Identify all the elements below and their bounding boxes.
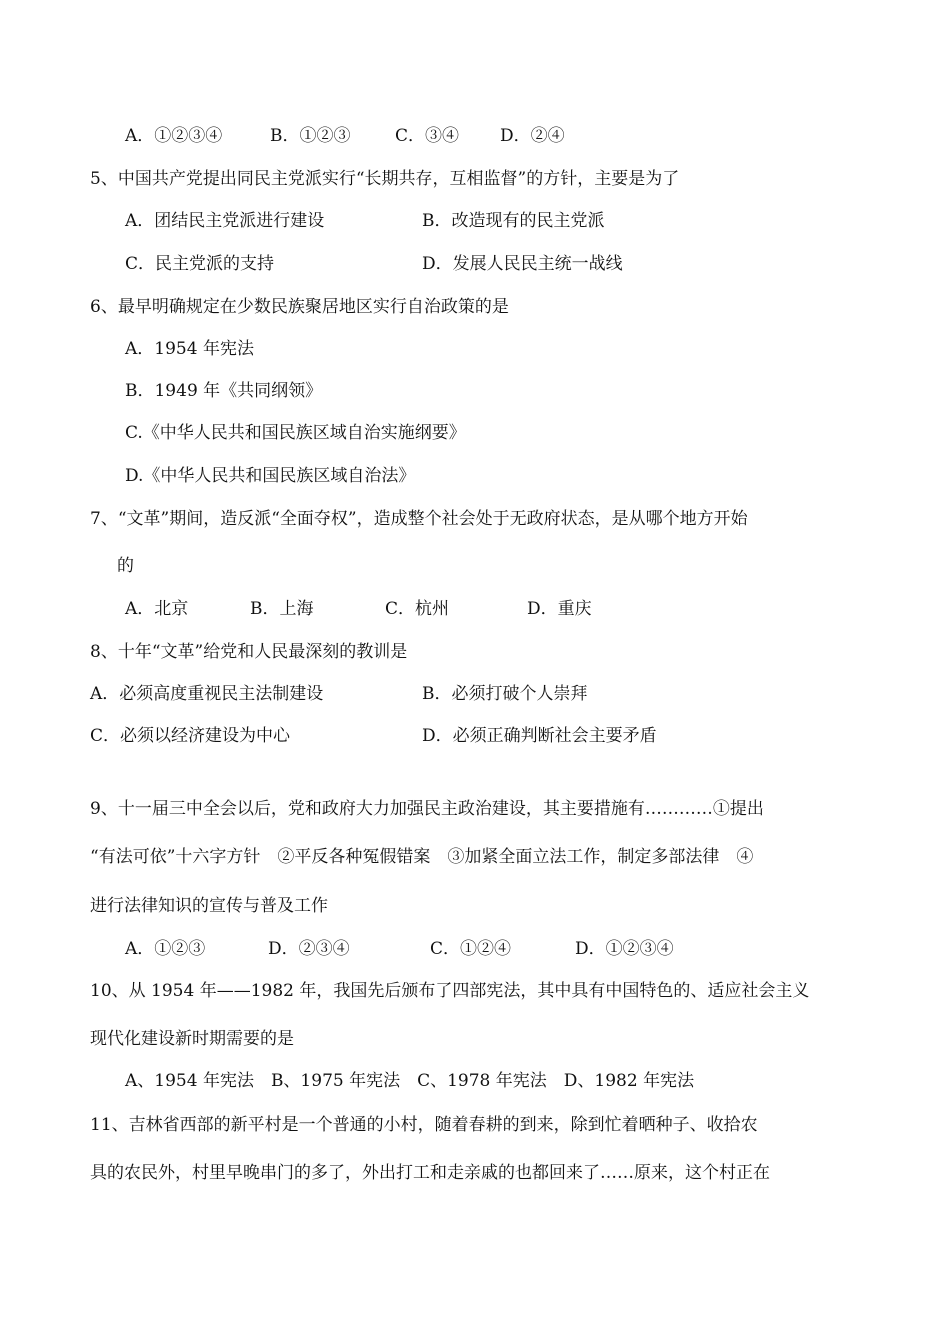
- option-d: D．①②③④: [575, 939, 674, 959]
- option-d: D.《中华人民共和国民族区域自治法》: [125, 466, 416, 486]
- option-d: D．发展人民民主统一战线: [422, 254, 623, 274]
- option-b: B．必须打破个人崇拜: [422, 684, 588, 704]
- option-c: C．必须以经济建设为中心: [90, 726, 291, 746]
- option-a: A．①②③: [125, 939, 206, 959]
- option-c: C．①②④: [430, 939, 512, 959]
- question-stem-line-2: 的: [117, 556, 134, 576]
- question-stem-line-3: 进行法律知识的宣传与普及工作: [90, 896, 328, 916]
- option-d-first: D．②③④: [268, 939, 350, 959]
- options-line: A、1954 年宪法 B、1975 年宪法 C、1978 年宪法 D、1982 年宪法: [125, 1071, 695, 1091]
- question-stem-line-2: “有法可依”十六字方针 ②平反各种冤假错案 ③加紧全面立法工作，制定多部法律 ④: [90, 847, 754, 867]
- question-stem: 5、中国共产党提出同民主党派实行“长期共存，互相监督”的方针，主要是为了: [90, 169, 680, 189]
- option-a: A．1954 年宪法: [125, 339, 254, 359]
- option-b: B．改造现有的民主党派: [422, 211, 605, 231]
- question-stem-line-2: 现代化建设新时期需要的是: [90, 1029, 294, 1049]
- option-c: C．杭州: [385, 599, 450, 619]
- option-d: D．重庆: [527, 599, 592, 619]
- option-d: D．必须正确判断社会主要矛盾: [422, 726, 657, 746]
- option-b: B．上海: [250, 599, 314, 619]
- question-stem-line-1: 11、吉林省西部的新平村是一个普通的小村，随着春耕的到来，除到忙着晒种子、收拾农: [90, 1115, 758, 1135]
- option-b: B．①②③: [270, 126, 351, 146]
- question-stem-line-2: 具的农民外，村里早晚串门的多了，外出打工和走亲戚的也都回来了……原来，这个村正在: [90, 1163, 770, 1183]
- option-c: C．③④: [395, 126, 460, 146]
- question-stem-line-1: 9、十一届三中全会以后，党和政府大力加强民主政治建设，其主要措施有…………①提出: [90, 799, 764, 819]
- question-stem-line-1: 7、“文革”期间，造反派“全面夺权”，造成整个社会处于无政府状态，是从哪个地方开始: [90, 509, 748, 529]
- question-stem: 6、最早明确规定在少数民族聚居地区实行自治政策的是: [90, 297, 509, 317]
- option-a: A．必须高度重视民主法制建设: [90, 684, 324, 704]
- option-a: A．北京: [125, 599, 189, 619]
- option-c: C．民主党派的支持: [125, 254, 275, 274]
- option-c: C.《中华人民共和国民族区域自治实施纲要》: [125, 423, 466, 443]
- question-stem: 8、十年“文革”给党和人民最深刻的教训是: [90, 642, 408, 662]
- option-a: A．①②③④: [125, 126, 223, 146]
- option-a: A．团结民主党派进行建设: [125, 211, 325, 231]
- question-stem-line-1: 10、从 1954 年——1982 年，我国先后颁布了四部宪法，其中具有中国特色的、适应社会主义: [90, 981, 810, 1001]
- option-d: D．②④: [500, 126, 565, 146]
- option-b: B．1949 年《共同纲领》: [125, 381, 323, 401]
